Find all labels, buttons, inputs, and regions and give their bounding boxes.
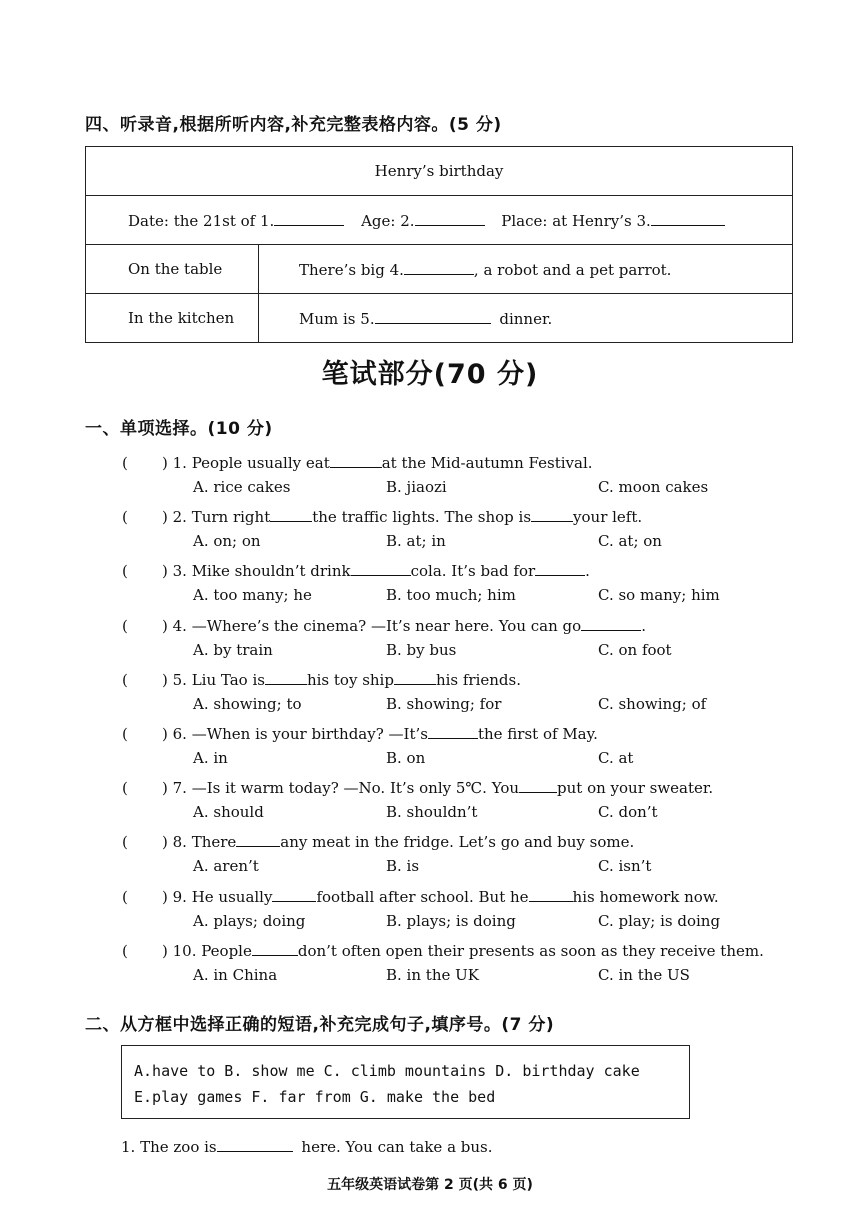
question-9	[122, 886, 719, 906]
option-b[interactable]: B. in the UK	[386, 965, 479, 984]
question-stem: cola. It’s bad for	[410, 562, 536, 581]
option-a[interactable]: A. in China	[193, 965, 278, 984]
question-stem: the first of May.	[477, 725, 598, 743]
question-stem: ) 3. Mike shouldn’t drink	[162, 562, 351, 581]
date-label: Date: the 21st of 1.	[128, 212, 275, 230]
blank-line[interactable]	[330, 452, 382, 468]
option-c[interactable]: C. play; is doing	[598, 911, 721, 930]
option-a[interactable]: A. in	[193, 749, 228, 767]
blank-5[interactable]	[375, 308, 491, 324]
question-stem: .	[641, 616, 646, 635]
question-stem: ) 10. People	[162, 941, 252, 960]
answer-parenthesis[interactable]: (	[122, 508, 128, 527]
option-b[interactable]: B. on	[386, 749, 426, 767]
answer-parenthesis[interactable]: (	[122, 833, 128, 852]
blank-line[interactable]	[351, 560, 411, 576]
blank-line[interactable]	[394, 669, 436, 685]
question-2	[122, 506, 642, 526]
answer-parenthesis[interactable]: (	[122, 454, 128, 472]
question-stem: ) 8. There	[162, 833, 237, 852]
option-c[interactable]: C. at; on	[598, 532, 662, 551]
question-stem: ) 4. —Where’s the cinema? —It’s near here. You can go	[162, 616, 582, 635]
table-row-date	[86, 196, 793, 245]
page-footer: 五年级英语试卷第 2 页(共 6 页)	[327, 1177, 533, 1193]
option-c[interactable]: C. don’t	[598, 803, 658, 822]
option-b[interactable]: B. shouldn’t	[386, 803, 478, 822]
option-a[interactable]: A. plays; doing	[193, 911, 306, 930]
blank-2[interactable]	[415, 210, 485, 226]
blank-answer[interactable]	[217, 1136, 293, 1152]
option-a[interactable]: A. rice cakes	[193, 478, 291, 496]
option-b[interactable]: B. at; in	[386, 532, 446, 551]
table-title: Henry’s birthday	[86, 147, 793, 196]
phrase-box-line: A.have to B. show me C. climb mountains D. birthday cake	[134, 1062, 640, 1080]
blank-line[interactable]	[581, 615, 641, 631]
question-stem: his friends.	[435, 670, 522, 689]
option-b[interactable]: B. jiaozi	[386, 478, 447, 496]
question-4	[122, 615, 646, 635]
question-stem: ) 2. Turn right	[162, 508, 271, 527]
blank-line[interactable]	[535, 560, 585, 576]
question-10	[122, 940, 764, 960]
question-stem: his toy ship	[306, 670, 394, 689]
option-c[interactable]: C. in the US	[598, 965, 690, 984]
answer-parenthesis[interactable]: (	[122, 887, 128, 906]
question-stem: ) 9. He usually	[162, 887, 273, 906]
fill-question-1: 1. The zoo is here. You can take a bus.	[121, 1138, 493, 1156]
table-row-content: There’s big 4. , a robot and a pet parrot.	[259, 245, 793, 294]
option-c[interactable]: C. moon cakes	[598, 478, 709, 496]
answer-parenthesis[interactable]: (	[122, 941, 128, 960]
option-b[interactable]: B. showing; for	[386, 694, 502, 713]
blank-line[interactable]	[531, 506, 573, 522]
answer-parenthesis[interactable]: (	[122, 779, 128, 798]
blank-line[interactable]	[265, 669, 307, 685]
blank-line[interactable]	[236, 831, 280, 847]
blank-3[interactable]	[651, 210, 725, 226]
age-label: Age: 2.	[361, 212, 415, 230]
answer-parenthesis[interactable]: (	[122, 725, 128, 743]
section4-heading: 四、听录音,根据所听内容,补充完整表格内容。(5 分)	[85, 115, 502, 135]
question-5	[122, 669, 521, 689]
question-8	[122, 831, 634, 851]
written-part-title: 笔试部分(70 分)	[321, 359, 539, 390]
blank-line[interactable]	[428, 723, 478, 739]
question-stem: at the Mid-autumn Festival.	[381, 454, 593, 472]
option-c[interactable]: C. isn’t	[598, 857, 652, 876]
blank-4[interactable]	[404, 259, 474, 275]
blank-line[interactable]	[529, 886, 573, 902]
option-a[interactable]: A. aren’t	[193, 857, 259, 876]
answer-parenthesis[interactable]: (	[122, 670, 128, 689]
question-6	[122, 723, 598, 743]
option-a[interactable]: A. showing; to	[193, 694, 302, 713]
question-stem: ) 1. People usually eat	[162, 454, 330, 472]
option-b[interactable]: B. too much; him	[386, 586, 516, 605]
question-stem: your left.	[573, 508, 643, 527]
question-stem: .	[585, 562, 590, 581]
phrase-box-line: E.play games F. far from G. make the bed	[134, 1088, 496, 1106]
option-c[interactable]: C. showing; of	[598, 694, 707, 713]
place-label: Place: at Henry’s 3.	[501, 212, 651, 230]
listening-table	[85, 146, 793, 343]
question-stem: ) 5. Liu Tao is	[162, 670, 265, 689]
option-a[interactable]: A. too many; he	[193, 586, 312, 605]
answer-parenthesis[interactable]: (	[122, 562, 128, 581]
blank-line[interactable]	[272, 886, 316, 902]
question-1	[122, 452, 593, 472]
option-b[interactable]: B. by bus	[386, 640, 457, 659]
question-stem: put on your sweater.	[557, 779, 714, 798]
option-c[interactable]: C. on foot	[598, 640, 672, 659]
question-stem: football after school. But he	[316, 887, 529, 906]
phrase-box	[121, 1045, 690, 1119]
table-row-label: In the kitchen	[86, 294, 259, 343]
table-row-content: Mum is 5. dinner.	[259, 294, 793, 343]
blank-line[interactable]	[252, 940, 298, 956]
table-row-label: On the table	[86, 245, 259, 294]
answer-parenthesis[interactable]: (	[122, 616, 128, 635]
blank-line[interactable]	[519, 777, 557, 793]
option-c[interactable]: C. at	[598, 749, 634, 767]
option-a[interactable]: A. on; on	[193, 532, 261, 551]
question-stem: don’t often open their presents as soon as they receive them.	[297, 941, 764, 960]
question-3	[122, 560, 590, 580]
option-b[interactable]: B. plays; is doing	[386, 911, 516, 930]
option-c[interactable]: C. so many; him	[598, 586, 720, 605]
option-a[interactable]: A. by train	[193, 640, 273, 659]
section2-heading: 二、从方框中选择正确的短语,补充完成句子,填序号。(7 分)	[85, 1015, 555, 1035]
option-b[interactable]: B. is	[386, 857, 420, 876]
question-stem: any meat in the fridge. Let’s go and buy some.	[280, 833, 635, 852]
section1-heading: 一、单项选择。(10 分)	[85, 419, 273, 439]
question-stem: ) 6. —When is your birthday? —It’s	[162, 725, 428, 743]
question-stem: the traffic lights. The shop is	[312, 508, 532, 527]
blank-1[interactable]	[274, 210, 344, 226]
blank-line[interactable]	[270, 506, 312, 522]
question-7	[122, 777, 713, 797]
question-stem: his homework now.	[572, 887, 719, 906]
question-stem: ) 7. —Is it warm today? —No. It’s only 5℃. You	[162, 779, 520, 798]
option-a[interactable]: A. should	[193, 803, 264, 822]
